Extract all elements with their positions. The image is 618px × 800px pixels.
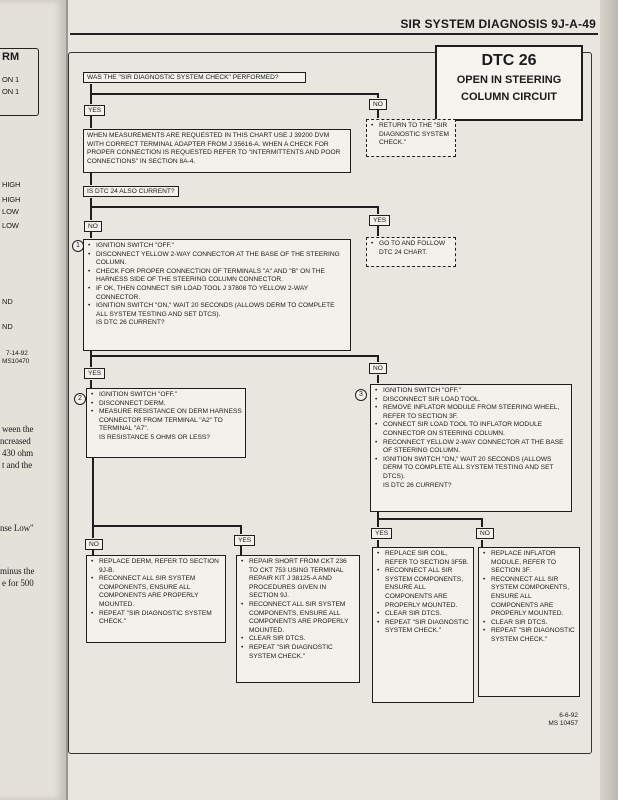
flow-line [90,206,378,208]
page-spine-shadow [600,0,618,800]
footer-code: MS 10457 [548,720,578,727]
step-3-item: • DISCONNECT SIR LOAD TOOL. [383,396,568,405]
branch-yes: YES [369,215,390,226]
left-page-text: ON 1 [2,87,20,96]
step-3-item: • IGNITION SWITCH "ON," WAIT 20 SECONDS (ALLOWS DERM TO COMPLETE ALL SYSTEM TESTING AND SET DTCS). [383,456,568,482]
left-page-body-text: ween the [2,424,34,434]
question-sir-check: WAS THE "SIR DIAGNOSTIC SYSTEM CHECK" PERFORMED? [83,72,306,83]
flow-line [240,525,242,534]
dtc-code: DTC 26 [481,52,537,69]
result-item: • RECONNECT ALL SIR SYSTEM COMPONENTS, ENSURE ALL COMPONENTS ARE PROPERLY MOUNTED. [99,575,222,609]
step-1-item: • IGNITION SWITCH "OFF." [96,242,347,251]
left-page-text: LOW [2,221,19,230]
left-page-body-text: e for 500 [2,578,34,588]
result-item: • RECONNECT ALL SIR SYSTEM COMPONENTS, ENSURE ALL COMPONENTS ARE PROPERLY MOUNTED. [385,567,470,610]
flow-line [92,525,242,527]
result-item: • RECONNECT ALL SIR SYSTEM COMPONENTS, ENSURE ALL COMPONENTS ARE PROPERLY MOUNTED. [491,576,576,619]
left-page-body-text: minus the [0,566,35,576]
step-1-item: • IGNITION SWITCH "ON," WAIT 20 SECONDS (ALLOWS DERM TO COMPLETE ALL SYSTEM TESTING AND SET DTCS). [96,302,347,319]
left-page-body-text: t and the [2,460,33,470]
step-number: 3 [355,389,367,401]
measurement-note: WHEN MEASUREMENTS ARE REQUESTED IN THIS CHART USE J 39200 DVM WITH CORRECT TERMINAL ADAPTER FROM J 35616-A. WHEN A CHECK FOR PROPER CONNECTION IS REQUESTED REFER TO "INTERMITTENTS AND POOR CONNECTIONS" IN SECTION 8A-4. [83,129,351,173]
left-page-text: ND [2,297,13,306]
left-page-text: LOW [2,207,19,216]
left-page-text: HIGH [2,180,21,189]
header-rule [70,33,598,35]
left-page-edge [0,0,68,800]
flow-line [90,232,92,238]
flow-line [481,540,483,547]
left-page-body-text: nse Low" [0,523,34,533]
footer-date: 6-6-92 [559,712,578,719]
step-2-item: • DISCONNECT DERM. [99,400,242,409]
step-number: 1 [72,240,84,252]
branch-no: NO [85,539,103,550]
flow-line [90,357,92,367]
flow-line [377,518,483,520]
dtc-title-box [435,45,583,121]
left-page-text: ND [2,322,13,331]
step-1-item: • IF OK, THEN CONNECT SIR LOAD TOOL J 37808 TO YELLOW 2-WAY CONNECTOR. [96,285,347,302]
result-item: • REPEAT "SIR DIAGNOSTIC SYSTEM CHECK." [491,627,576,644]
flow-line [90,116,92,128]
flow-line [481,518,483,527]
step-3-item: • RECONNECT YELLOW 2-WAY CONNECTOR AT THE BASE OF STEERING COLUMN. [383,439,568,456]
result-item: • CLEAR SIR DTCS. [491,619,576,628]
dtc-title-line: COLUMN CIRCUIT [461,91,557,103]
step-1-box [83,239,351,351]
result-item: • REPAIR SHORT FROM CKT 236 TO CKT 753 USING TERMINAL REPAIR KIT J 38125-A AND PROCEDURES GIVEN IN SECTION 9J. [249,558,356,601]
action-text: • GO TO AND FOLLOW DTC 24 CHART. [379,240,452,257]
result-replace-sir-coil [372,547,474,703]
flow-line [92,527,94,538]
result-item: • CLEAR SIR DTCS. [249,635,356,644]
result-replace-inflator-module [478,547,580,697]
result-replace-derm [86,555,226,643]
step-2-item: • MEASURE RESISTANCE ON DERM HARNESS CONNECTOR FROM TERMINAL "A2" TO TERMINAL "A7". [99,408,242,434]
flow-line [90,95,92,104]
branch-yes: YES [84,105,105,116]
result-item: • REPEAT "SIR DIAGNOSTIC SYSTEM CHECK." [99,610,222,627]
branch-yes: YES [84,368,105,379]
left-page-text: ON 1 [2,75,20,84]
flow-line [90,355,378,357]
flow-line [377,226,379,236]
branch-yes: YES [371,528,392,539]
flow-line [90,380,92,388]
left-page-body-text: ncreased [0,436,31,446]
flow-line [92,458,94,526]
result-item: • REPLACE DERM, REFER TO SECTION 9J-B. [99,558,222,575]
flow-line [377,206,379,214]
result-repair-short [236,555,360,683]
branch-yes: YES [234,535,255,546]
left-page-code: MS10470 [2,358,30,365]
result-item: • REPLACE INFLATOR MODULE, REFER TO SECTION 3F. [491,550,576,576]
page-header: SIR SYSTEM DIAGNOSIS 9J-A-49 [400,17,596,31]
step-1-item: • CHECK FOR PROPER CONNECTION OF TERMINALS "A" AND "B" ON THE HARNESS SIDE OF THE STEERING COLUMN CONNECTOR. [96,268,347,285]
action-go-to-dtc-24 [366,237,456,267]
left-page-body-text: 430 ohm [2,448,34,458]
left-page-text: HIGH [2,195,21,204]
branch-no: NO [369,363,387,374]
left-page-box [0,48,39,116]
flow-line [377,375,379,383]
step-1-question: IS DTC 26 CURRENT? [96,319,165,327]
flow-line [377,540,379,547]
result-item: • REPLACE SIR COIL, REFER TO SECTION 3F5B. [385,550,470,567]
flow-line [90,208,92,220]
step-1-item: • DISCONNECT YELLOW 2-WAY CONNECTOR AT THE BASE OF THE STEERING COLUMN. [96,251,347,268]
step-3-item: • REMOVE INFLATOR MODULE FROM STEERING WHEEL, REFER TO SECTION 3F. [383,404,568,421]
step-number: 2 [74,393,86,405]
branch-no: NO [84,221,102,232]
result-item: • REPEAT "SIR DIAGNOSTIC SYSTEM CHECK." [385,619,470,636]
step-3-question: IS DTC 26 CURRENT? [383,481,452,489]
step-3-item: • CONNECT SIR LOAD TOOL TO INFLATOR MODULE CONNECTOR ON STEERING COLUMN. [383,421,568,438]
result-item: • REPEAT "SIR DIAGNOSTIC SYSTEM CHECK." [249,644,356,661]
flow-line [377,520,379,527]
step-2-item: • IGNITION SWITCH "OFF." [99,391,242,400]
flow-line [90,93,378,95]
flow-line [240,546,242,555]
result-item: • RECONNECT ALL SIR SYSTEM COMPONENTS, ENSURE ALL COMPONENTS ARE PROPERLY MOUNTED. [249,601,356,635]
result-item: • CLEAR SIR DTCS. [385,610,470,619]
left-page-box-title: RM [2,51,20,63]
question-dtc-24-current: IS DTC 24 ALSO CURRENT? [83,186,179,197]
branch-no: NO [476,528,494,539]
step-2-box [86,388,246,458]
flow-line [90,173,92,185]
flow-line [377,355,379,362]
flow-line [377,93,379,98]
flow-line [377,110,379,118]
branch-no: NO [369,99,387,110]
dtc-title-line: OPEN IN STEERING [456,74,562,86]
action-text: • RETURN TO THE "SIR DIAGNOSTIC SYSTEM CHECK." [379,122,452,148]
left-page-date: 7-14-92 [6,350,28,357]
step-2-question: IS RESISTANCE 5 OHMS OR LESS? [99,433,210,441]
step-3-item: • IGNITION SWITCH "OFF." [383,387,568,396]
step-3-box [370,384,572,512]
action-return-to-sir-check [366,119,456,157]
